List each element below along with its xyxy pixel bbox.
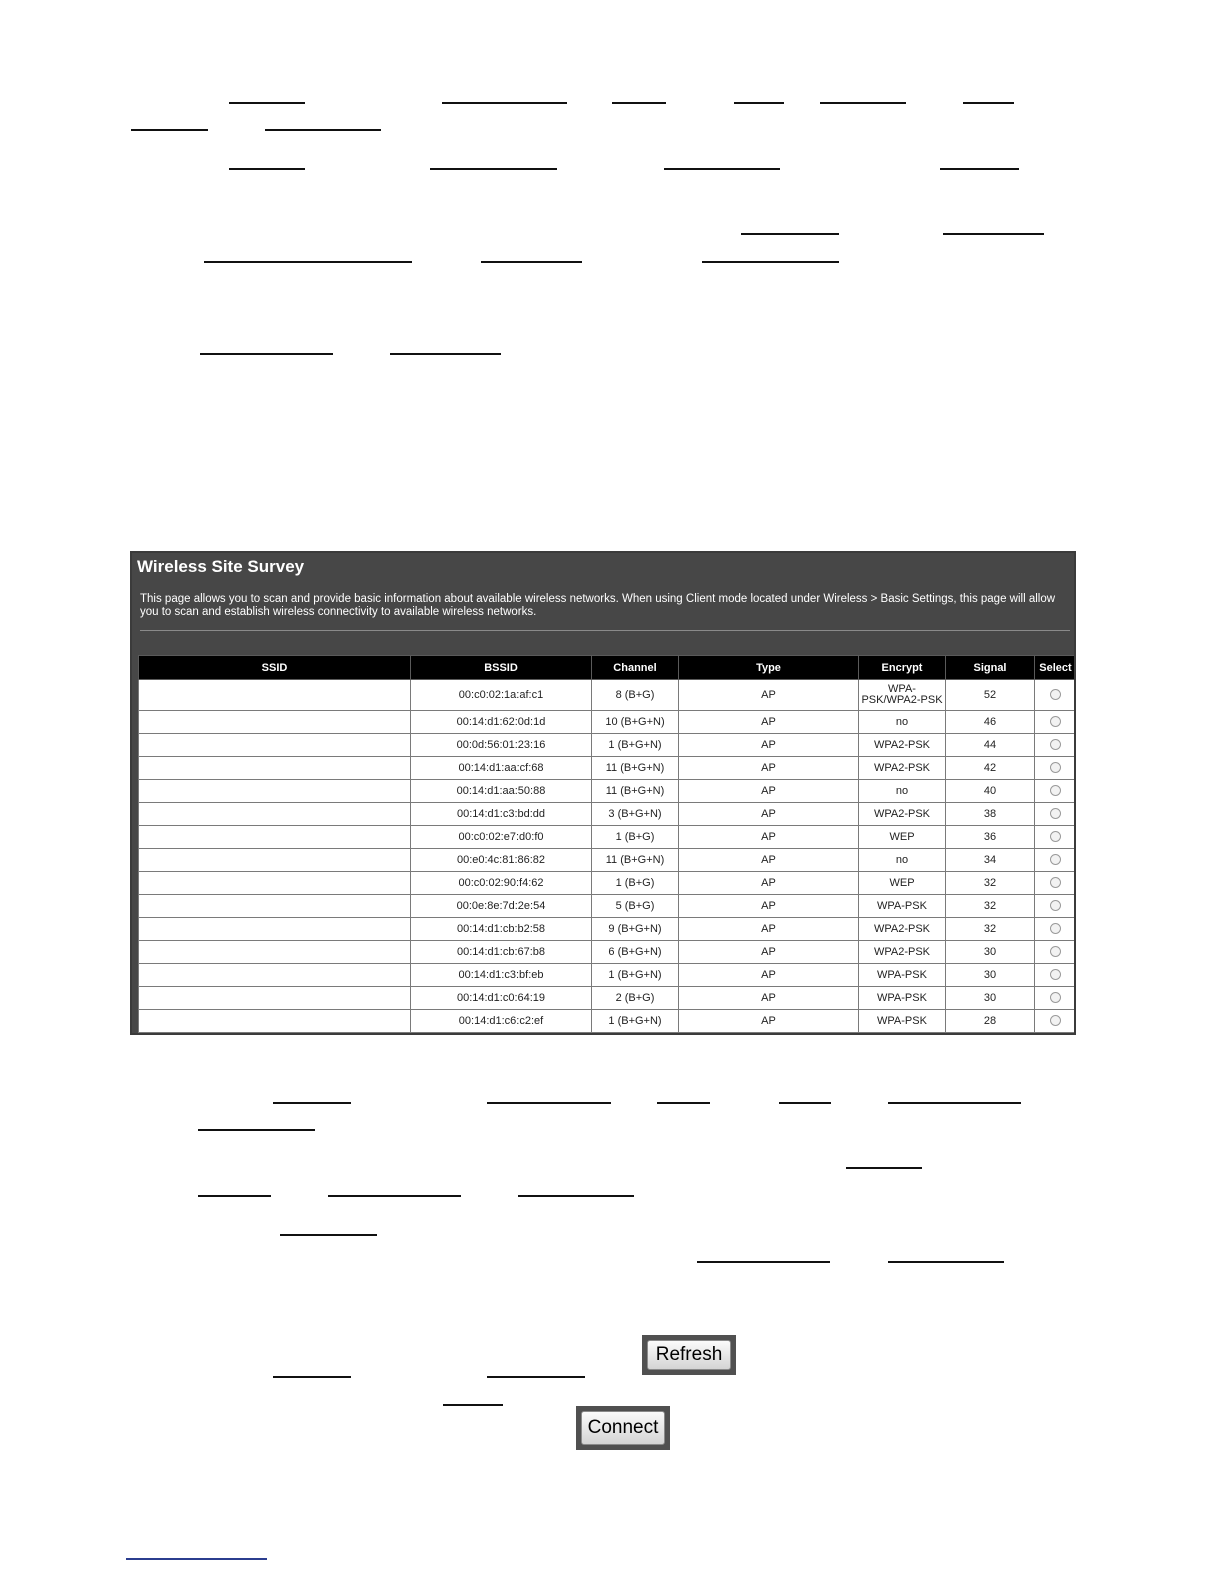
cell-encrypt: WPA2-PSK (859, 734, 946, 757)
cell-signal: 30 (946, 987, 1035, 1010)
underline-blank (657, 1102, 710, 1104)
underline-blank (943, 233, 1044, 235)
cell-bssid: 00:14:d1:c0:64:19 (411, 987, 592, 1010)
cell-select (1035, 918, 1077, 941)
select-radio-icon[interactable] (1050, 808, 1061, 819)
cell-signal: 52 (946, 680, 1035, 711)
underline-blank (442, 102, 567, 104)
cell-ssid (139, 987, 411, 1010)
cell-signal: 46 (946, 711, 1035, 734)
table-header-row (139, 656, 1077, 680)
cell-bssid: 00:c0:02:1a:af:c1 (411, 680, 592, 711)
panel-description: This page allows you to scan and provide basic information about available wireless networks. When using Client mode located under Wireless > Basic Settings, this page will allow you to scan and establish wireless connectivity to available wireless networks. (140, 593, 1056, 618)
cell-signal: 36 (946, 826, 1035, 849)
underline-blank (273, 1102, 351, 1104)
cell-encrypt: no (859, 780, 946, 803)
panel-title: Wireless Site Survey (137, 557, 305, 576)
cell-ssid (139, 872, 411, 895)
select-radio-icon[interactable] (1050, 689, 1061, 700)
cell-channel: 11 (B+G+N) (592, 849, 679, 872)
connect-button-frame (576, 1406, 670, 1450)
underline-blank (280, 1234, 377, 1236)
table-row (139, 918, 1077, 941)
cell-channel: 8 (B+G) (592, 680, 679, 711)
select-radio-icon[interactable] (1050, 716, 1061, 727)
table-row (139, 941, 1077, 964)
cell-type: AP (679, 964, 859, 987)
cell-encrypt: WPA-PSK/WPA2-PSK (859, 680, 946, 711)
select-radio-icon[interactable] (1050, 854, 1061, 865)
cell-signal: 32 (946, 872, 1035, 895)
cell-channel: 10 (B+G+N) (592, 711, 679, 734)
cell-select (1035, 711, 1077, 734)
cell-channel: 6 (B+G+N) (592, 941, 679, 964)
cell-bssid: 00:14:d1:c3:bd:dd (411, 803, 592, 826)
cell-channel: 1 (B+G+N) (592, 1010, 679, 1033)
table-row (139, 964, 1077, 987)
cell-signal: 30 (946, 941, 1035, 964)
table-row (139, 826, 1077, 849)
cell-select (1035, 849, 1077, 872)
footnote-link-underline[interactable] (126, 1558, 267, 1560)
cell-ssid (139, 780, 411, 803)
underline-blank (131, 129, 208, 131)
cell-select (1035, 872, 1077, 895)
cell-signal: 32 (946, 895, 1035, 918)
cell-type: AP (679, 895, 859, 918)
cell-type: AP (679, 680, 859, 711)
cell-encrypt: WPA-PSK (859, 1010, 946, 1033)
cell-encrypt: WEP (859, 872, 946, 895)
cell-ssid (139, 849, 411, 872)
table-row (139, 680, 1077, 711)
table-row (139, 734, 1077, 757)
underline-blank (204, 261, 412, 263)
site-survey-table (138, 655, 1076, 1033)
select-radio-icon[interactable] (1050, 762, 1061, 773)
underline-blank (481, 261, 582, 263)
underline-blank (779, 1102, 831, 1104)
cell-select (1035, 941, 1077, 964)
cell-select (1035, 964, 1077, 987)
cell-bssid: 00:14:d1:aa:50:88 (411, 780, 592, 803)
cell-signal: 38 (946, 803, 1035, 826)
select-radio-icon[interactable] (1050, 946, 1061, 957)
cell-encrypt: WPA2-PSK (859, 757, 946, 780)
underline-blank (888, 1102, 1021, 1104)
divider (140, 630, 1070, 631)
cell-ssid (139, 711, 411, 734)
cell-ssid (139, 941, 411, 964)
column-header-signal: Signal (946, 656, 1035, 680)
cell-channel: 1 (B+G+N) (592, 964, 679, 987)
cell-channel: 9 (B+G+N) (592, 918, 679, 941)
underline-blank (734, 102, 784, 104)
cell-channel: 11 (B+G+N) (592, 757, 679, 780)
select-radio-icon[interactable] (1050, 785, 1061, 796)
cell-select (1035, 680, 1077, 711)
cell-encrypt: WPA-PSK (859, 964, 946, 987)
cell-type: AP (679, 987, 859, 1010)
cell-ssid (139, 757, 411, 780)
underline-blank (390, 353, 501, 355)
cell-type: AP (679, 826, 859, 849)
cell-type: AP (679, 918, 859, 941)
table-row (139, 872, 1077, 895)
underline-blank (198, 1195, 271, 1197)
cell-bssid: 00:0d:56:01:23:16 (411, 734, 592, 757)
cell-ssid (139, 803, 411, 826)
cell-bssid: 00:c0:02:90:f4:62 (411, 872, 592, 895)
underline-blank (487, 1102, 611, 1104)
underline-blank (198, 1129, 315, 1131)
underline-blank (518, 1195, 634, 1197)
underline-blank (664, 168, 780, 170)
underline-blank (940, 168, 1019, 170)
select-radio-icon[interactable] (1050, 831, 1061, 842)
cell-ssid (139, 895, 411, 918)
cell-type: AP (679, 872, 859, 895)
table-row (139, 757, 1077, 780)
select-radio-icon[interactable] (1050, 739, 1061, 750)
cell-channel: 1 (B+G+N) (592, 734, 679, 757)
underline-blank (697, 1261, 830, 1263)
cell-bssid: 00:c0:02:e7:d0:f0 (411, 826, 592, 849)
cell-select (1035, 803, 1077, 826)
cell-select (1035, 987, 1077, 1010)
cell-select (1035, 780, 1077, 803)
cell-channel: 2 (B+G) (592, 987, 679, 1010)
refresh-button-frame (642, 1335, 736, 1375)
column-header-bssid: BSSID (411, 656, 592, 680)
cell-bssid: 00:14:d1:62:0d:1d (411, 711, 592, 734)
underline-blank (229, 102, 305, 104)
cell-select (1035, 757, 1077, 780)
select-radio-icon[interactable] (1050, 1015, 1061, 1026)
cell-type: AP (679, 734, 859, 757)
table-row (139, 1010, 1077, 1033)
table-row (139, 895, 1077, 918)
underline-blank (820, 102, 906, 104)
wireless-site-survey-panel (130, 551, 1076, 1035)
underline-blank (229, 168, 305, 170)
cell-type: AP (679, 757, 859, 780)
underline-blank (741, 233, 839, 235)
underline-blank (430, 168, 557, 170)
cell-encrypt: WPA-PSK (859, 895, 946, 918)
cell-channel: 5 (B+G) (592, 895, 679, 918)
cell-encrypt: no (859, 849, 946, 872)
underline-blank (702, 261, 839, 263)
column-header-ssid: SSID (139, 656, 411, 680)
cell-select (1035, 1010, 1077, 1033)
cell-encrypt: WPA2-PSK (859, 803, 946, 826)
table-row (139, 987, 1077, 1010)
refresh-button[interactable]: Refresh (647, 1340, 731, 1370)
cell-type: AP (679, 1010, 859, 1033)
underline-blank (273, 1376, 351, 1378)
underline-blank (200, 353, 333, 355)
underline-blank (963, 102, 1014, 104)
cell-bssid: 00:e0:4c:81:86:82 (411, 849, 592, 872)
cell-type: AP (679, 803, 859, 826)
underline-blank (846, 1167, 922, 1169)
underline-blank (487, 1376, 585, 1378)
cell-ssid (139, 680, 411, 711)
cell-signal: 42 (946, 757, 1035, 780)
select-radio-icon[interactable] (1050, 992, 1061, 1003)
cell-signal: 30 (946, 964, 1035, 987)
select-radio-icon[interactable] (1050, 877, 1061, 888)
cell-encrypt: WPA2-PSK (859, 941, 946, 964)
cell-bssid: 00:14:d1:c3:bf:eb (411, 964, 592, 987)
underline-blank (612, 102, 666, 104)
cell-bssid: 00:0e:8e:7d:2e:54 (411, 895, 592, 918)
cell-encrypt: WPA-PSK (859, 987, 946, 1010)
cell-bssid: 00:14:d1:aa:cf:68 (411, 757, 592, 780)
cell-select (1035, 734, 1077, 757)
cell-bssid: 00:14:d1:cb:b2:58 (411, 918, 592, 941)
underline-blank (328, 1195, 461, 1197)
select-radio-icon[interactable] (1050, 923, 1061, 934)
cell-type: AP (679, 711, 859, 734)
column-header-channel: Channel (592, 656, 679, 680)
cell-encrypt: WEP (859, 826, 946, 849)
cell-ssid (139, 826, 411, 849)
cell-select (1035, 895, 1077, 918)
column-header-encrypt: Encrypt (859, 656, 946, 680)
cell-ssid (139, 964, 411, 987)
table-row (139, 711, 1077, 734)
cell-bssid: 00:14:d1:c6:c2:ef (411, 1010, 592, 1033)
cell-signal: 32 (946, 918, 1035, 941)
cell-ssid (139, 1010, 411, 1033)
cell-signal: 28 (946, 1010, 1035, 1033)
cell-select (1035, 826, 1077, 849)
table-row (139, 780, 1077, 803)
underline-blank (443, 1404, 503, 1406)
select-radio-icon[interactable] (1050, 969, 1061, 980)
cell-signal: 34 (946, 849, 1035, 872)
cell-ssid (139, 918, 411, 941)
table-row (139, 849, 1077, 872)
cell-signal: 44 (946, 734, 1035, 757)
cell-type: AP (679, 780, 859, 803)
column-header-select: Select (1035, 656, 1077, 680)
cell-encrypt: WPA2-PSK (859, 918, 946, 941)
cell-channel: 1 (B+G) (592, 872, 679, 895)
column-header-type: Type (679, 656, 859, 680)
cell-channel: 1 (B+G) (592, 826, 679, 849)
underline-blank (888, 1261, 1004, 1263)
select-radio-icon[interactable] (1050, 900, 1061, 911)
cell-type: AP (679, 941, 859, 964)
cell-type: AP (679, 849, 859, 872)
cell-channel: 3 (B+G+N) (592, 803, 679, 826)
connect-button[interactable]: Connect (581, 1411, 665, 1445)
cell-bssid: 00:14:d1:cb:67:b8 (411, 941, 592, 964)
table-row (139, 803, 1077, 826)
cell-signal: 40 (946, 780, 1035, 803)
underline-blank (265, 129, 381, 131)
cell-ssid (139, 734, 411, 757)
cell-channel: 11 (B+G+N) (592, 780, 679, 803)
cell-encrypt: no (859, 711, 946, 734)
